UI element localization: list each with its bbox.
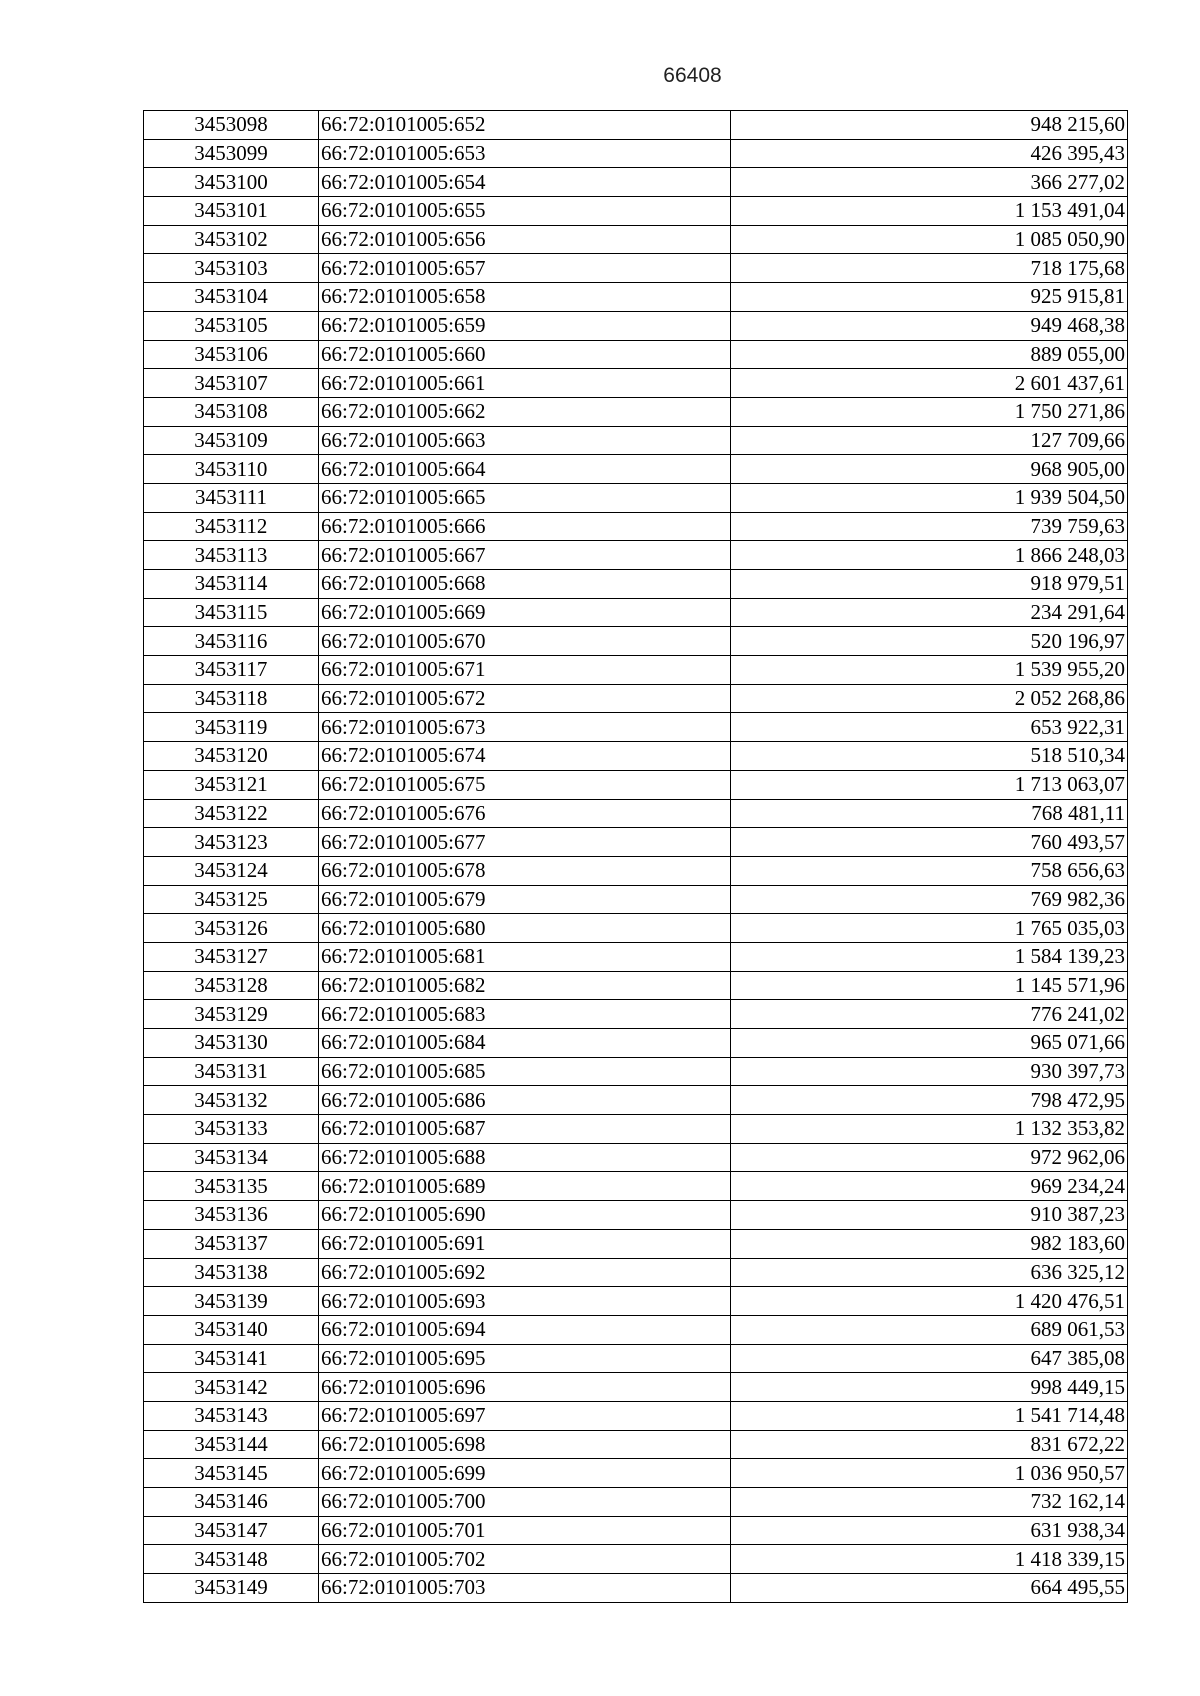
table-row xyxy=(144,713,1128,742)
cadastral-value-cell: 689 061,53 xyxy=(731,1315,1128,1344)
row-id-cell: 3453108 xyxy=(144,397,319,426)
cadastral-number-cell: 66:72:0101005:667 xyxy=(319,541,731,570)
cadastral-number-cell: 66:72:0101005:664 xyxy=(319,455,731,484)
row-id-cell: 3453103 xyxy=(144,254,319,283)
row-id-cell: 3453123 xyxy=(144,828,319,857)
table-row xyxy=(144,1459,1128,1488)
cadastral-number-cell: 66:72:0101005:682 xyxy=(319,971,731,1000)
cadastral-number-cell: 66:72:0101005:695 xyxy=(319,1344,731,1373)
cadastral-value-cell: 798 472,95 xyxy=(731,1086,1128,1115)
cadastral-value-cell: 234 291,64 xyxy=(731,598,1128,627)
table-row xyxy=(144,1344,1128,1373)
cadastral-value-cell: 1 036 950,57 xyxy=(731,1459,1128,1488)
cadastral-value-cell: 1 765 035,03 xyxy=(731,914,1128,943)
row-id-cell: 3453098 xyxy=(144,111,319,140)
cadastral-value-cell: 2 052 268,86 xyxy=(731,684,1128,713)
cadastral-value-cell: 653 922,31 xyxy=(731,713,1128,742)
table-row xyxy=(144,483,1128,512)
cadastral-number-cell: 66:72:0101005:687 xyxy=(319,1115,731,1144)
table-row xyxy=(144,570,1128,599)
cadastral-value-cell: 889 055,00 xyxy=(731,340,1128,369)
cadastral-number-cell: 66:72:0101005:659 xyxy=(319,311,731,340)
cadastral-value-cell: 1 420 476,51 xyxy=(731,1287,1128,1316)
cadastral-number-cell: 66:72:0101005:702 xyxy=(319,1545,731,1574)
cadastral-value-cell: 1 713 063,07 xyxy=(731,770,1128,799)
table-row xyxy=(144,455,1128,484)
row-id-cell: 3453128 xyxy=(144,971,319,1000)
table-row xyxy=(144,1201,1128,1230)
table-row xyxy=(144,197,1128,226)
table-row xyxy=(144,1516,1128,1545)
row-id-cell: 3453102 xyxy=(144,225,319,254)
cadastral-value-cell: 636 325,12 xyxy=(731,1258,1128,1287)
row-id-cell: 3453147 xyxy=(144,1516,319,1545)
cadastral-value-cell: 1 939 504,50 xyxy=(731,483,1128,512)
cadastral-number-cell: 66:72:0101005:701 xyxy=(319,1516,731,1545)
cadastral-value-cell: 664 495,55 xyxy=(731,1574,1128,1603)
cadastral-value-cell: 972 962,06 xyxy=(731,1143,1128,1172)
row-id-cell: 3453129 xyxy=(144,1000,319,1029)
cadastral-number-cell: 66:72:0101005:672 xyxy=(319,684,731,713)
cadastral-number-cell: 66:72:0101005:703 xyxy=(319,1574,731,1603)
cadastral-number-cell: 66:72:0101005:660 xyxy=(319,340,731,369)
cadastral-value-cell: 518 510,34 xyxy=(731,742,1128,771)
table-row xyxy=(144,512,1128,541)
table-row xyxy=(144,283,1128,312)
row-id-cell: 3453105 xyxy=(144,311,319,340)
table-row xyxy=(144,1287,1128,1316)
table-row xyxy=(144,311,1128,340)
cadastral-value-cell: 930 397,73 xyxy=(731,1057,1128,1086)
cadastral-value-cell: 1 145 571,96 xyxy=(731,971,1128,1000)
cadastral-number-cell: 66:72:0101005:696 xyxy=(319,1373,731,1402)
cadastral-number-cell: 66:72:0101005:665 xyxy=(319,483,731,512)
cadastral-value-cell: 918 979,51 xyxy=(731,570,1128,599)
table-row xyxy=(144,426,1128,455)
table-row xyxy=(144,168,1128,197)
table-row xyxy=(144,1029,1128,1058)
cadastral-number-cell: 66:72:0101005:699 xyxy=(319,1459,731,1488)
cadastral-value-cell: 1 085 050,90 xyxy=(731,225,1128,254)
cadastral-number-cell: 66:72:0101005:681 xyxy=(319,942,731,971)
table-row xyxy=(144,942,1128,971)
cadastral-number-cell: 66:72:0101005:679 xyxy=(319,885,731,914)
table-row xyxy=(144,254,1128,283)
row-id-cell: 3453134 xyxy=(144,1143,319,1172)
table-row xyxy=(144,1373,1128,1402)
cadastral-number-cell: 66:72:0101005:663 xyxy=(319,426,731,455)
row-id-cell: 3453140 xyxy=(144,1315,319,1344)
table-row xyxy=(144,1574,1128,1603)
cadastral-value-cell: 758 656,63 xyxy=(731,856,1128,885)
cadastral-value-cell: 1 584 139,23 xyxy=(731,942,1128,971)
table-row xyxy=(144,1315,1128,1344)
cadastral-value-cell: 1 539 955,20 xyxy=(731,656,1128,685)
cadastral-value-cell: 520 196,97 xyxy=(731,627,1128,656)
table-row xyxy=(144,1086,1128,1115)
table-row xyxy=(144,1000,1128,1029)
row-id-cell: 3453101 xyxy=(144,197,319,226)
cadastral-number-cell: 66:72:0101005:673 xyxy=(319,713,731,742)
cadastral-number-cell: 66:72:0101005:674 xyxy=(319,742,731,771)
row-id-cell: 3453136 xyxy=(144,1201,319,1230)
row-id-cell: 3453146 xyxy=(144,1488,319,1517)
cadastral-value-cell: 968 905,00 xyxy=(731,455,1128,484)
row-id-cell: 3453131 xyxy=(144,1057,319,1086)
cadastral-number-cell: 66:72:0101005:700 xyxy=(319,1488,731,1517)
cadastral-value-cell: 982 183,60 xyxy=(731,1229,1128,1258)
row-id-cell: 3453104 xyxy=(144,283,319,312)
row-id-cell: 3453115 xyxy=(144,598,319,627)
cadastral-value-cell: 760 493,57 xyxy=(731,828,1128,857)
cadastral-value-cell: 1 418 339,15 xyxy=(731,1545,1128,1574)
cadastral-value-cell: 910 387,23 xyxy=(731,1201,1128,1230)
cadastral-value-cell: 949 468,38 xyxy=(731,311,1128,340)
row-id-cell: 3453118 xyxy=(144,684,319,713)
row-id-cell: 3453141 xyxy=(144,1344,319,1373)
row-id-cell: 3453138 xyxy=(144,1258,319,1287)
row-id-cell: 3453099 xyxy=(144,139,319,168)
cadastral-number-cell: 66:72:0101005:670 xyxy=(319,627,731,656)
table-row xyxy=(144,397,1128,426)
table-row xyxy=(144,914,1128,943)
table-row xyxy=(144,1143,1128,1172)
cadastral-value-cell: 1 541 714,48 xyxy=(731,1401,1128,1430)
table-row xyxy=(144,971,1128,1000)
cadastral-number-cell: 66:72:0101005:661 xyxy=(319,369,731,398)
table-row xyxy=(144,340,1128,369)
row-id-cell: 3453133 xyxy=(144,1115,319,1144)
cadastral-value-cell: 768 481,11 xyxy=(731,799,1128,828)
cadastral-value-cell: 969 234,24 xyxy=(731,1172,1128,1201)
table-row xyxy=(144,627,1128,656)
cadastral-value-cell: 1 132 353,82 xyxy=(731,1115,1128,1144)
cadastral-number-cell: 66:72:0101005:662 xyxy=(319,397,731,426)
row-id-cell: 3453114 xyxy=(144,570,319,599)
table-row xyxy=(144,1172,1128,1201)
row-id-cell: 3453124 xyxy=(144,856,319,885)
cadastral-number-cell: 66:72:0101005:669 xyxy=(319,598,731,627)
table-row xyxy=(144,828,1128,857)
cadastral-value-cell: 647 385,08 xyxy=(731,1344,1128,1373)
row-id-cell: 3453111 xyxy=(144,483,319,512)
cadastral-value-cell: 739 759,63 xyxy=(731,512,1128,541)
cadastral-number-cell: 66:72:0101005:684 xyxy=(319,1029,731,1058)
cadastral-number-cell: 66:72:0101005:676 xyxy=(319,799,731,828)
cadastral-number-cell: 66:72:0101005:654 xyxy=(319,168,731,197)
cadastral-value-cell: 965 071,66 xyxy=(731,1029,1128,1058)
row-id-cell: 3453130 xyxy=(144,1029,319,1058)
row-id-cell: 3453132 xyxy=(144,1086,319,1115)
row-id-cell: 3453121 xyxy=(144,770,319,799)
table-row xyxy=(144,1430,1128,1459)
cadastral-number-cell: 66:72:0101005:666 xyxy=(319,512,731,541)
cadastral-number-cell: 66:72:0101005:683 xyxy=(319,1000,731,1029)
cadastral-number-cell: 66:72:0101005:677 xyxy=(319,828,731,857)
table-row xyxy=(144,1057,1128,1086)
page-number: 66408 xyxy=(663,64,722,87)
table-row xyxy=(144,799,1128,828)
row-id-cell: 3453117 xyxy=(144,656,319,685)
row-id-cell: 3453126 xyxy=(144,914,319,943)
row-id-cell: 3453110 xyxy=(144,455,319,484)
row-id-cell: 3453135 xyxy=(144,1172,319,1201)
cadastral-number-cell: 66:72:0101005:675 xyxy=(319,770,731,799)
cadastral-number-cell: 66:72:0101005:655 xyxy=(319,197,731,226)
row-id-cell: 3453142 xyxy=(144,1373,319,1402)
cadastral-number-cell: 66:72:0101005:686 xyxy=(319,1086,731,1115)
cadastral-value-table xyxy=(143,110,1128,1603)
row-id-cell: 3453109 xyxy=(144,426,319,455)
row-id-cell: 3453120 xyxy=(144,742,319,771)
table-row xyxy=(144,369,1128,398)
table-row xyxy=(144,1115,1128,1144)
table-row xyxy=(144,139,1128,168)
cadastral-number-cell: 66:72:0101005:680 xyxy=(319,914,731,943)
row-id-cell: 3453107 xyxy=(144,369,319,398)
cadastral-number-cell: 66:72:0101005:652 xyxy=(319,111,731,140)
table-row xyxy=(144,1488,1128,1517)
cadastral-value-cell: 2 601 437,61 xyxy=(731,369,1128,398)
table-row xyxy=(144,541,1128,570)
row-id-cell: 3453112 xyxy=(144,512,319,541)
row-id-cell: 3453122 xyxy=(144,799,319,828)
cadastral-value-cell: 426 395,43 xyxy=(731,139,1128,168)
table-row xyxy=(144,1545,1128,1574)
table-row xyxy=(144,1229,1128,1258)
cadastral-number-cell: 66:72:0101005:653 xyxy=(319,139,731,168)
cadastral-number-cell: 66:72:0101005:657 xyxy=(319,254,731,283)
row-id-cell: 3453143 xyxy=(144,1401,319,1430)
row-id-cell: 3453145 xyxy=(144,1459,319,1488)
cadastral-number-cell: 66:72:0101005:697 xyxy=(319,1401,731,1430)
row-id-cell: 3453119 xyxy=(144,713,319,742)
cadastral-value-cell: 718 175,68 xyxy=(731,254,1128,283)
cadastral-number-cell: 66:72:0101005:690 xyxy=(319,1201,731,1230)
row-id-cell: 3453125 xyxy=(144,885,319,914)
cadastral-value-cell: 948 215,60 xyxy=(731,111,1128,140)
cadastral-value-cell: 732 162,14 xyxy=(731,1488,1128,1517)
cadastral-number-cell: 66:72:0101005:689 xyxy=(319,1172,731,1201)
cadastral-value-cell: 631 938,34 xyxy=(731,1516,1128,1545)
cadastral-value-cell: 1 750 271,86 xyxy=(731,397,1128,426)
cadastral-value-cell: 776 241,02 xyxy=(731,1000,1128,1029)
row-id-cell: 3453106 xyxy=(144,340,319,369)
cadastral-number-cell: 66:72:0101005:678 xyxy=(319,856,731,885)
row-id-cell: 3453144 xyxy=(144,1430,319,1459)
cadastral-value-cell: 998 449,15 xyxy=(731,1373,1128,1402)
table-row xyxy=(144,856,1128,885)
cadastral-number-cell: 66:72:0101005:692 xyxy=(319,1258,731,1287)
table-row xyxy=(144,656,1128,685)
cadastral-value-cell: 1 866 248,03 xyxy=(731,541,1128,570)
cadastral-number-cell: 66:72:0101005:658 xyxy=(319,283,731,312)
table-body xyxy=(144,111,1128,1603)
cadastral-value-cell: 127 709,66 xyxy=(731,426,1128,455)
cadastral-number-cell: 66:72:0101005:691 xyxy=(319,1229,731,1258)
table-row xyxy=(144,598,1128,627)
table-row xyxy=(144,742,1128,771)
table-row xyxy=(144,111,1128,140)
cadastral-number-cell: 66:72:0101005:656 xyxy=(319,225,731,254)
row-id-cell: 3453113 xyxy=(144,541,319,570)
table-row xyxy=(144,885,1128,914)
cadastral-number-cell: 66:72:0101005:685 xyxy=(319,1057,731,1086)
cadastral-number-cell: 66:72:0101005:698 xyxy=(319,1430,731,1459)
table-row xyxy=(144,1258,1128,1287)
table-row xyxy=(144,1401,1128,1430)
row-id-cell: 3453148 xyxy=(144,1545,319,1574)
cadastral-number-cell: 66:72:0101005:693 xyxy=(319,1287,731,1316)
cadastral-value-cell: 769 982,36 xyxy=(731,885,1128,914)
cadastral-number-cell: 66:72:0101005:668 xyxy=(319,570,731,599)
row-id-cell: 3453127 xyxy=(144,942,319,971)
table-row xyxy=(144,225,1128,254)
cadastral-number-cell: 66:72:0101005:688 xyxy=(319,1143,731,1172)
cadastral-value-cell: 1 153 491,04 xyxy=(731,197,1128,226)
row-id-cell: 3453137 xyxy=(144,1229,319,1258)
row-id-cell: 3453116 xyxy=(144,627,319,656)
table-row xyxy=(144,684,1128,713)
cadastral-value-cell: 366 277,02 xyxy=(731,168,1128,197)
row-id-cell: 3453100 xyxy=(144,168,319,197)
cadastral-number-cell: 66:72:0101005:694 xyxy=(319,1315,731,1344)
cadastral-number-cell: 66:72:0101005:671 xyxy=(319,656,731,685)
row-id-cell: 3453139 xyxy=(144,1287,319,1316)
row-id-cell: 3453149 xyxy=(144,1574,319,1603)
cadastral-value-cell: 925 915,81 xyxy=(731,283,1128,312)
table-row xyxy=(144,770,1128,799)
cadastral-value-cell: 831 672,22 xyxy=(731,1430,1128,1459)
